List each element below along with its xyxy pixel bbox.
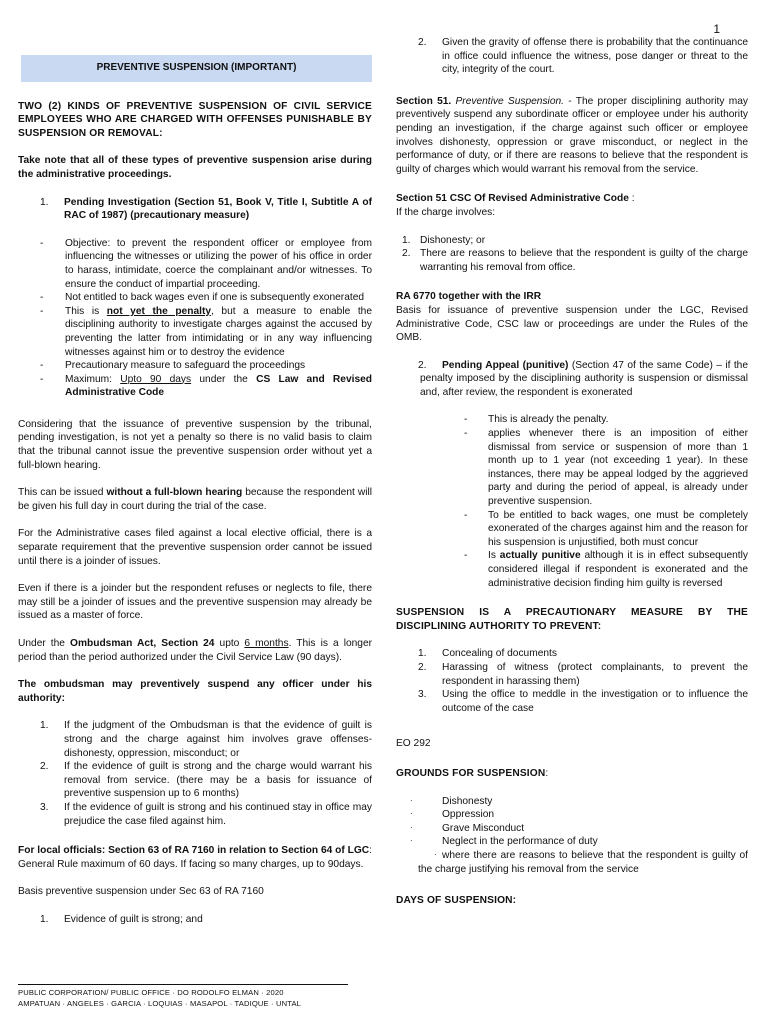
- emphasis-text: not yet the penalty: [106, 305, 211, 317]
- emphasis-text: Upto 90 days: [120, 373, 192, 385]
- paragraph-section-51: [396, 95, 748, 177]
- list-number: 2.: [418, 359, 427, 371]
- bullet-text: although it is in effect subsequently considered illegal if respondent is exonerated and the administrative decision finding him guilty is reversed: [488, 550, 748, 589]
- list-item: [396, 808, 748, 822]
- heading-text: GROUNDS FOR SUSPENSION: [396, 767, 546, 779]
- list-text: If the evidence of guilt is strong and his continued stay in office may prejudice the case filed against him.: [64, 801, 372, 827]
- list-item: - Not entitled to back wages even if one is subsequently exonerated: [40, 292, 365, 304]
- paragraph-local-officials: [18, 844, 372, 871]
- left-column: [18, 36, 372, 927]
- text: : General Rule maximum of 60 days. If facing so many charges, up to 90days.: [18, 845, 372, 870]
- bullet-text: Objective: to prevent the respondent officer or employee from influencing the witnesses or utilizing the power of his office in order to harass, intimidate, coerce the complainant and/or witnesses. To ensure the conduct of impartial proceeding.: [65, 237, 372, 290]
- heading-text: Section 51 CSC Of Revised Administrative Code: [396, 193, 629, 205]
- page-footer: [18, 984, 348, 1009]
- bullet-text: This is already the penalty.: [488, 414, 609, 426]
- emphasis-text: CS Law and Revised Administrative Code: [65, 373, 372, 399]
- list-text: Dishonesty; or: [420, 234, 486, 246]
- bullet-text: This is: [65, 305, 107, 317]
- text: - The proper disciplining authority may preventively suspend any subordinate officer or employee under his authority pending an investigation, if the charge against such officer or employee involves dishonesty, oppression or grave misconduct, or neglect in the performance of duty, or if there are reasons to believe that the respondent is guilty of charges which would warrant his removal from the service.: [396, 95, 748, 175]
- list-text: Using the office to meddle in the investigation or to influence the outcome of the case: [442, 689, 748, 714]
- bullet-text: Precautionary measure to safeguard the proceedings: [65, 360, 306, 372]
- list-item: [18, 913, 372, 927]
- list-item: - This is not yet the penalty, but a measure to enable the disciplining authority to investigate charges against the accused by preventing the latter from intimidating or in any way influencing witnesses against him or to destroy the evidence: [40, 305, 372, 358]
- bullet-icon: ·: [410, 795, 413, 805]
- bullet-text: Not entitled to back wages even if one is subsequently exonerated: [65, 292, 365, 304]
- paragraph-ra6770: Basis for issuance of preventive suspension under the LGC, Revised Administrative Code, CSC law or proceedings are under the Rules of the OMB.: [396, 304, 748, 344]
- pending-appeal-bullets: [396, 413, 748, 590]
- list-item: [18, 760, 372, 801]
- bullet-icon: ·: [410, 809, 413, 819]
- list-item: [396, 795, 748, 809]
- paragraph-full-blown-hearing: [18, 486, 372, 513]
- paragraph-admin-cases: For the Administrative cases filed against a local elective official, there is a separate requirement that the preventive suspension order cannot be issued until there is a joinder of issues.: [18, 528, 372, 567]
- bullet-icon: ·: [410, 822, 413, 832]
- paragraph-basis: Basis preventive suspension under Sec 63 of RA 7160: [18, 886, 264, 898]
- eo-292-label: EO 292: [396, 738, 431, 750]
- list-item: [396, 822, 748, 836]
- heading-days-of-suspension: DAYS OF SUSPENSION:: [396, 895, 517, 907]
- pending-investigation-bullets: [18, 237, 372, 400]
- ombudsman-list: [18, 719, 372, 828]
- list-number: 3.: [40, 801, 49, 813]
- list-number: 1.: [40, 913, 49, 925]
- list-text: If the judgment of the Ombudsman is that the evidence of guilt is strong and the charge against him involves grave offenses- dishonesty, oppression, misconduct; or: [64, 720, 372, 759]
- list-number: 1.: [418, 648, 427, 660]
- list-item: [396, 661, 748, 688]
- list-text: There are reasons to believe that the respondent is guilty of the charge warranting his removal from office.: [420, 248, 748, 273]
- text: because the respondent will be given his full day in court during the trial of the case.: [18, 487, 372, 512]
- bullet-text: under the: [191, 373, 257, 385]
- emphasis-text: For local officials: Section 63 of RA 7160 in relation to Section 64 of LGC: [18, 845, 370, 857]
- text: This can be issued: [18, 487, 107, 499]
- list-number: 2.: [40, 761, 49, 773]
- emphasis-text: actually punitive: [499, 550, 581, 562]
- bullet-text: Is: [488, 550, 500, 562]
- paragraph-ombudsman-act: [18, 637, 372, 664]
- csc-list: [396, 234, 748, 275]
- bullet-icon: ·: [434, 849, 437, 859]
- list-text: where there are reasons to believe that the respondent is guilty of the charge justifying his removal from the service: [418, 849, 748, 875]
- paragraph-charge-involves: If the charge involves:: [396, 206, 496, 218]
- section-label: Section 51.: [396, 95, 452, 107]
- emphasis-text: without a full-blown hearing: [106, 487, 243, 499]
- heading-ombudsman-may: The ombudsman may preventively suspend any officer under his authority:: [18, 679, 372, 704]
- list-number: 1.: [40, 720, 49, 732]
- list-item: - To be entitled to back wages, one must be completely exonerated of the charges against him and the reason for his suspension is unjustified, both must concur: [464, 509, 748, 548]
- list-item: [396, 835, 748, 849]
- list-item: - Maximum: Upto 90 days under the CS Law and Revised Administrative Code: [40, 373, 372, 399]
- text: (Section 47 of the same Code) – if the penalty imposed by the disciplining authority is suspension or dismissal and, after review, the respondent is exonerated: [420, 359, 748, 398]
- list-text: Concealing of documents: [442, 648, 557, 660]
- list-text: Neglect in the performance of duty: [442, 836, 598, 848]
- grounds-list: [396, 795, 748, 877]
- paragraph-considering: Considering that the issuance of preventive suspension by the tribunal, pending investigation, is not yet a penalty so there is no valid basis to claim that the tribunal cannot issue the preventive suspension order without yet a full-blown hearing.: [18, 418, 372, 471]
- heading-precautionary: SUSPENSION IS A PRECAUTIONARY MEASURE BY THE DISCIPLINING AUTHORITY TO PREVENT:: [396, 607, 748, 632]
- list-item: - Is actually punitive although it is in effect subsequently considered illegal if respondent is exonerated and the administrative decision finding him guilty is reversed: [464, 550, 748, 589]
- list-item: [18, 719, 372, 760]
- pending-appeal-item: [396, 359, 748, 400]
- prevent-list: [396, 647, 748, 715]
- footer-line: AMPATUAN · ANGELES · GARCIA · LOQUIAS · MASAPOL · TADIQUE · UNTAL: [18, 998, 302, 1008]
- text: :: [545, 767, 549, 779]
- list-item: [396, 36, 748, 77]
- list-item: - This is already the penalty.: [464, 414, 609, 426]
- list-item: [396, 247, 748, 274]
- page-title: PREVENTIVE SUSPENSION (IMPORTANT): [21, 55, 372, 82]
- pending-investigation-item: [18, 196, 372, 223]
- text: . This is a longer period than the period authorized under the Civil Service Law (90 days).: [18, 638, 373, 663]
- list-text: Dishonesty: [442, 795, 493, 807]
- list-item: [18, 801, 372, 828]
- list-text: Grave Misconduct: [442, 822, 525, 834]
- list-number: 1.: [402, 234, 411, 246]
- list-text: If the evidence of guilt is strong and the charge would warrant his removal from service. (there may be a basis for issuance of preventive suspension up to 6 months): [64, 761, 372, 800]
- list-text: Given the gravity of offense there is probability that the continuance in office could influence the witness, pose danger or threat to the city, integrity of the court.: [442, 37, 748, 76]
- pending-investigation-title: Pending Investigation: [64, 196, 171, 208]
- list-item: [396, 234, 748, 248]
- section-title: Preventive Suspension.: [451, 95, 564, 107]
- list-number: 2.: [402, 248, 411, 260]
- list-text: Evidence of guilt is strong; and: [64, 913, 203, 925]
- list-number: 1.: [40, 196, 49, 208]
- list-number: 2.: [418, 37, 427, 48]
- footer-line: PUBLIC CORPORATION/ PUBLIC OFFICE · DO RODOLFO ELMAN · 2020: [18, 988, 284, 997]
- right-column: [396, 36, 748, 908]
- emphasis-text: Ombudsman Act, Section 24: [70, 638, 215, 649]
- list-item: - Objective: to prevent the respondent officer or employee from influencing the witnesses or utilizing the power of his office in order to harass, intimidate, coerce the complainant and/or witnesses. To ensure the conduct of impartial proceeding.: [40, 237, 372, 290]
- list-item: - applies whenever there is an imposition of either dismissal from service or suspension of more than 1 month up to 1 year (not exceeding 1 year). In these instances, there may be appeal lodged by the aggrieved party and during the period of appeal, is already under preventive suspension.: [464, 428, 748, 508]
- heading-grounds: [396, 767, 748, 781]
- list-item: [396, 647, 748, 661]
- heading-take-note: Take note that all of these types of preventive suspension arise during the administrative proceedings.: [18, 155, 372, 180]
- text: Under the: [18, 638, 71, 649]
- list-number: 3.: [418, 689, 427, 701]
- list-text: Harassing of witness (protect complainants, to prevent the respondent in harassing them): [442, 661, 748, 687]
- text: :: [628, 193, 635, 205]
- page-number: 1: [713, 22, 720, 36]
- list-item: [396, 688, 748, 715]
- list-text: Oppression: [442, 809, 495, 821]
- emphasis-text: 6 months: [244, 638, 289, 649]
- list-number: 2.: [418, 661, 427, 673]
- heading-ra6770: RA 6770 together with the IRR: [396, 291, 542, 303]
- heading-csc: [396, 192, 748, 206]
- bullet-text: Maximum:: [65, 373, 121, 385]
- bullet-text: applies whenever there is an imposition of either dismissal from service or suspension of more than 1 month up to 1 year (not exceeding 1 year). In these instances, there may be appeal lodged by the aggrieved party and during the period of appeal, is already under preventive suspension.: [488, 428, 748, 508]
- list-item: [396, 849, 748, 876]
- heading-two-kinds: TWO (2) KINDS OF PREVENTIVE SUSPENSION OF CIVIL SERVICE EMPLOYEES WHO ARE CHARGED WITH OFFENSES PUNISHABLE BY SUSPENSION OR REMOVAL:: [18, 100, 372, 139]
- pending-investigation-ref: (Section 51, Book V, Title I, Subtitle A of RAC of 1987) (precautionary measure): [64, 196, 372, 222]
- text: upto: [214, 638, 245, 649]
- bullet-text: To be entitled to back wages, one must be completely exonerated of the charges against him and the reason for his suspension is unjustified, both must concur: [488, 509, 748, 548]
- bullet-text: , but a measure to enable the disciplining authority to investigate charges against the accused by preventing the latter from intimidating or in any way influencing witnesses against him or to destroy the evidence: [65, 305, 372, 358]
- paragraph-joinder: Even if there is a joinder but the respondent refuses or neglects to file, there may still be a joinder of issues and the preventive suspension may already be issued as a master of force.: [18, 583, 372, 622]
- bullet-icon: ·: [410, 836, 413, 846]
- pending-appeal-title: Pending Appeal (punitive): [442, 359, 569, 371]
- list-item: - Precautionary measure to safeguard the proceedings: [40, 360, 306, 372]
